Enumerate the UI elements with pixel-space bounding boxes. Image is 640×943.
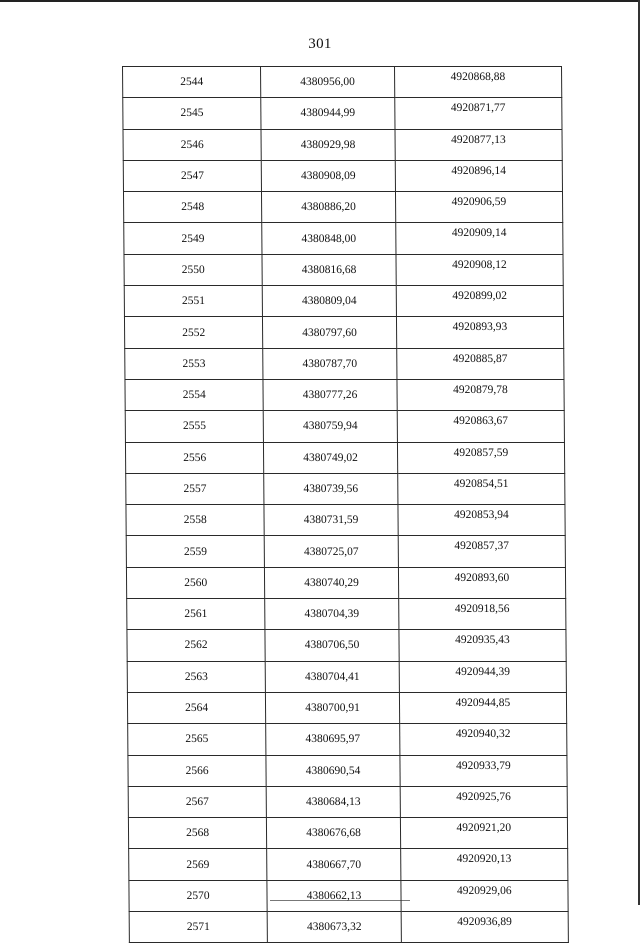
y-coordinate-cell: 4920899,02 — [396, 286, 564, 317]
y-coordinate-cell: 4920893,93 — [396, 317, 564, 348]
table-row — [126, 536, 565, 567]
point-number-cell: 2554 — [125, 379, 263, 410]
table-row — [126, 473, 565, 504]
x-coordinate-cell: 4380706,50 — [265, 630, 399, 661]
table-row — [124, 286, 563, 317]
point-number-cell: 2553 — [125, 348, 263, 379]
point-number-cell: 2559 — [126, 536, 264, 567]
table-row — [124, 254, 563, 285]
x-coordinate-cell: 4380684,13 — [266, 786, 400, 817]
x-coordinate-cell: 4380886,20 — [262, 192, 396, 223]
table-row — [129, 880, 568, 911]
y-coordinate-cell: 4920918,56 — [398, 599, 566, 630]
scan-edge-top — [0, 0, 640, 2]
point-number-cell: 2567 — [128, 786, 266, 817]
point-number-cell: 2549 — [124, 223, 262, 254]
point-number-cell: 2555 — [125, 411, 263, 442]
point-number-cell: 2560 — [126, 567, 264, 598]
table-row — [123, 160, 562, 191]
point-number-cell: 2557 — [126, 473, 264, 504]
point-number-cell: 2552 — [124, 317, 262, 348]
x-coordinate-cell: 4380749,02 — [264, 442, 398, 473]
x-coordinate-cell: 4380908,09 — [261, 160, 395, 191]
x-coordinate-cell: 4380777,26 — [263, 379, 397, 410]
x-coordinate-cell: 4380673,32 — [267, 912, 401, 943]
x-coordinate-cell: 4380740,29 — [265, 567, 399, 598]
x-coordinate-cell: 4380944,99 — [261, 98, 395, 129]
table-row — [126, 567, 565, 598]
y-coordinate-cell: 4920857,37 — [398, 536, 566, 567]
point-number-cell: 2570 — [129, 880, 267, 911]
x-coordinate-cell: 4380690,54 — [266, 755, 400, 786]
x-coordinate-cell: 4380759,94 — [263, 411, 397, 442]
coordinates-table — [122, 66, 569, 943]
x-coordinate-cell: 4380704,41 — [265, 661, 399, 692]
x-coordinate-cell: 4380816,68 — [262, 254, 396, 285]
point-number-cell: 2547 — [123, 160, 261, 191]
y-coordinate-cell: 4920909,14 — [395, 223, 563, 254]
y-coordinate-cell: 4920925,76 — [400, 786, 568, 817]
y-coordinate-cell: 4920896,14 — [395, 160, 563, 191]
point-number-cell: 2571 — [129, 912, 267, 943]
table-row — [123, 98, 562, 129]
y-coordinate-cell: 4920885,87 — [396, 348, 564, 379]
table-row — [127, 692, 566, 723]
point-number-cell: 2550 — [124, 254, 262, 285]
table-row — [123, 129, 562, 160]
x-coordinate-cell: 4380667,70 — [267, 849, 401, 880]
table-row — [127, 599, 566, 630]
table-row — [129, 912, 568, 943]
y-coordinate-cell: 4920906,59 — [395, 192, 563, 223]
table-row — [126, 505, 565, 536]
y-coordinate-cell: 4920868,88 — [394, 67, 562, 98]
x-coordinate-cell: 4380797,60 — [263, 317, 397, 348]
x-coordinate-cell: 4380725,07 — [264, 536, 398, 567]
point-number-cell: 2563 — [127, 661, 265, 692]
y-coordinate-cell: 4920935,43 — [399, 630, 567, 661]
point-number-cell: 2568 — [128, 818, 266, 849]
y-coordinate-cell: 4920857,59 — [397, 442, 565, 473]
table-row — [125, 379, 564, 410]
x-coordinate-cell: 4380956,00 — [261, 67, 395, 98]
point-number-cell: 2558 — [126, 505, 264, 536]
y-coordinate-cell: 4920893,60 — [398, 567, 566, 598]
table-row — [125, 348, 564, 379]
y-coordinate-cell: 4920940,32 — [399, 724, 567, 755]
point-number-cell: 2561 — [127, 599, 265, 630]
y-coordinate-cell: 4920936,89 — [401, 912, 569, 943]
y-coordinate-cell: 4920929,06 — [401, 880, 569, 911]
table-row — [124, 317, 563, 348]
point-number-cell: 2556 — [125, 442, 263, 473]
y-coordinate-cell: 4920933,79 — [400, 755, 568, 786]
y-coordinate-cell: 4920920,13 — [400, 849, 568, 880]
y-coordinate-cell: 4920944,39 — [399, 661, 567, 692]
y-coordinate-cell: 4920863,67 — [397, 411, 565, 442]
x-coordinate-cell: 4380662,13 — [267, 880, 401, 911]
x-coordinate-cell: 4380731,59 — [264, 505, 398, 536]
y-coordinate-cell: 4920877,13 — [395, 129, 563, 160]
table-row — [127, 630, 566, 661]
x-coordinate-cell: 4380695,97 — [266, 724, 400, 755]
x-coordinate-cell: 4380787,70 — [263, 348, 397, 379]
table-row — [128, 786, 567, 817]
x-coordinate-cell: 4380700,91 — [266, 692, 400, 723]
table-row — [123, 192, 562, 223]
point-number-cell: 2551 — [124, 286, 262, 317]
point-number-cell: 2544 — [123, 67, 261, 98]
x-coordinate-cell: 4380929,98 — [261, 129, 395, 160]
x-coordinate-cell: 4380809,04 — [262, 286, 396, 317]
point-number-cell: 2562 — [127, 630, 265, 661]
table-row — [128, 755, 567, 786]
y-coordinate-cell: 4920944,85 — [399, 692, 567, 723]
table-row — [124, 223, 563, 254]
table-row — [127, 661, 566, 692]
point-number-cell: 2565 — [128, 724, 266, 755]
x-coordinate-cell: 4380704,39 — [265, 599, 399, 630]
coordinates-table-body — [123, 67, 569, 943]
y-coordinate-cell: 4920908,12 — [396, 254, 564, 285]
point-number-cell: 2546 — [123, 129, 261, 160]
table-row — [129, 849, 568, 880]
point-number-cell: 2564 — [127, 692, 265, 723]
y-coordinate-cell: 4920879,78 — [397, 379, 565, 410]
y-coordinate-cell: 4920854,51 — [397, 473, 565, 504]
table-row — [125, 442, 564, 473]
y-coordinate-cell: 4920853,94 — [398, 505, 566, 536]
page-number: 301 — [308, 36, 332, 52]
y-coordinate-cell: 4920871,77 — [394, 98, 562, 129]
point-number-cell: 2569 — [129, 849, 267, 880]
point-number-cell: 2545 — [123, 98, 261, 129]
table-row — [128, 818, 567, 849]
table-row — [125, 411, 564, 442]
y-coordinate-cell: 4920921,20 — [400, 818, 568, 849]
x-coordinate-cell: 4380739,56 — [264, 473, 398, 504]
table-row — [128, 724, 567, 755]
table-row — [123, 67, 562, 98]
x-coordinate-cell: 4380848,00 — [262, 223, 396, 254]
x-coordinate-cell: 4380676,68 — [267, 818, 401, 849]
point-number-cell: 2548 — [123, 192, 261, 223]
point-number-cell: 2566 — [128, 755, 266, 786]
